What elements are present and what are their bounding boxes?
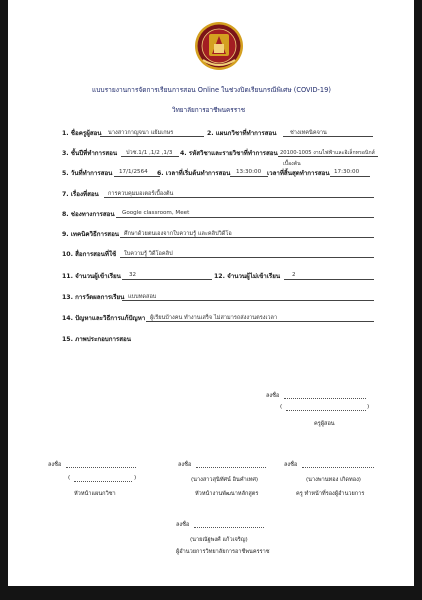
start-value: 13:30:00 — [236, 169, 262, 175]
method-value: ศึกษาด้วยตนเองจากใบความรู้ และคลิปวิดีโอ — [124, 231, 232, 237]
director-name: (นายณัฐพงศ์ แก้วเจริญ) — [190, 537, 248, 543]
director-sign-line — [194, 527, 264, 528]
teacher-value: นางสาวกาญจนา แย้มเกษร — [108, 130, 174, 136]
absent-value: 2 — [292, 272, 296, 278]
channel-underline — [116, 217, 374, 218]
deputy-name: (นางพานทอง เกิดทอง) — [306, 477, 361, 483]
eval-value: แบบทดสอบ — [128, 294, 157, 300]
dept-label: 2. แผนกวิชาที่ทำการสอน — [207, 130, 277, 137]
curriculum-name: (นางสาวสุนิทัศน์ อินคำเทศ) — [191, 477, 259, 483]
head-dept-role: หัวหน้าแผนกวิชา — [74, 491, 116, 497]
head-dept-name-line — [74, 481, 132, 482]
end-value: 17:30:00 — [334, 169, 360, 175]
absent-label: 12. จำนวนผู้ไม่เข้าเรียน — [214, 273, 281, 280]
date-value: 17/1/2564 — [119, 169, 148, 175]
deputy-role: ครู ทำหน้าที่รองผู้อำนวยการ — [296, 491, 365, 497]
absent-underline — [284, 279, 374, 280]
teacher-sign-prefix: ลงชื่อ — [266, 393, 280, 399]
attend-value: 32 — [129, 272, 137, 278]
eval-label: 13. การวัดผลการเรียน — [62, 294, 125, 301]
method-label: 9. เทคนิควิธีการสอน — [62, 231, 120, 238]
teacher-role: ครูผู้สอน — [314, 421, 335, 427]
head-dept-sign-prefix: ลงชื่อ — [48, 462, 62, 468]
curriculum-sign-line — [196, 467, 266, 468]
director-sign-prefix: ลงชื่อ — [176, 522, 190, 528]
deputy-sign-prefix: ลงชื่อ — [284, 462, 298, 468]
curriculum-sign-prefix: ลงชื่อ — [178, 462, 192, 468]
problem-value: ผู้เรียนบ้างคน ทำงานเสร็จ ไม่สามารถส่งงานตรงเวลา — [150, 315, 278, 321]
teacher-label: 1. ชื่อครูผู้สอน — [62, 130, 102, 137]
date-underline — [114, 176, 160, 177]
eval-underline — [122, 300, 374, 301]
end-underline — [330, 176, 370, 177]
teacher-name-close-paren: ) — [367, 404, 370, 410]
dept-value: ช่างเทคนิคจาน — [290, 130, 327, 136]
end-label: เวลาที่สิ้นสุดทำการสอน — [267, 170, 330, 177]
problem-label: 14. ปัญหาและวิธีการแก้ปัญหา — [62, 315, 146, 322]
director-role: ผู้อำนวยการวิทยาลัยการอาชีพนครราช — [176, 549, 270, 555]
topic-value: การควบคุมมอเตอร์เบื้องต้น — [108, 191, 174, 197]
attend-underline — [122, 279, 212, 280]
college-name: วิทยาลัยการอาชีพนครราช — [172, 106, 246, 114]
form-title: แบบรายงานการจัดการเรียนการสอน Online ในช่วงปิดเรียนกรณีพิเศษ (COVID-19) — [92, 86, 331, 94]
channel-value: Google classroom, Meet — [122, 210, 190, 216]
head-dept-sign-line — [66, 467, 136, 468]
curriculum-role: หัวหน้างานพัฒนาหลักสูตร — [195, 491, 259, 497]
deputy-sign-line — [302, 467, 374, 468]
photo-label: 15. ภาพประกอบการสอน — [62, 336, 131, 343]
subject-label: 4. รหัสวิชาและรายวิชาที่ทำการสอน — [180, 150, 278, 157]
head-dept-close-paren: ) — [134, 475, 137, 481]
topic-label: 7. เรื่องที่สอน — [62, 191, 99, 198]
level-value: ปวช.1/1 ,1/2 ,1/3 — [126, 150, 173, 156]
level-label: 3. ชั้นปีที่ทำการสอน — [62, 150, 118, 157]
college-emblem-icon — [194, 20, 244, 72]
media-value: ใบความรู้ วิดีโอคลิป — [124, 251, 173, 257]
subject-value: 20100-1005 งานไฟฟ้าและอิเล็กทรอนิกส์ — [280, 150, 375, 156]
attend-label: 11. จำนวนผู้เข้าเรียน — [62, 273, 121, 280]
start-underline — [230, 176, 268, 177]
teacher-name-open-paren: ( — [280, 404, 283, 410]
date-label: 5. วันที่ทำการสอน — [62, 170, 113, 177]
teacher-sign-line — [284, 398, 366, 399]
media-label: 10. สื่อการสอนที่ใช้ — [62, 251, 117, 258]
subject-extra: เบื้องต้น — [283, 161, 301, 167]
teacher-name-line — [286, 410, 366, 411]
channel-label: 8. ช่องทางการสอน — [62, 211, 115, 218]
start-label: 6. เวลาที่เริ่มต้นทำการสอน — [157, 170, 231, 177]
head-dept-open-paren: ( — [68, 475, 71, 481]
